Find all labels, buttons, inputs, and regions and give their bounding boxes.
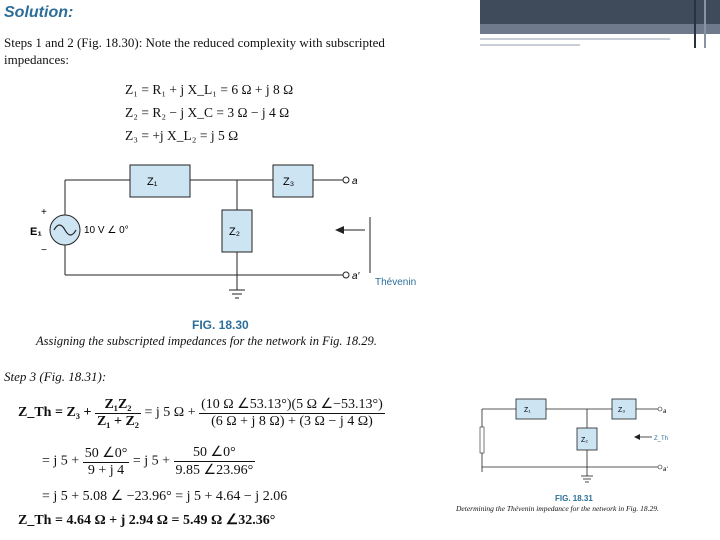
circuit1-z3-label: Z₃ [283,176,295,188]
solution-heading: Solution: [4,4,74,21]
equation-z3: Z₃ = +j X_L₂ = j 5 Ω [125,128,239,143]
impedance-z1-box [130,165,190,197]
fig31-terminal-a-icon [658,407,662,411]
circuit1-source-name: E₁ [30,226,42,238]
fig-18-31-caption: FIG. 18.31 [555,494,593,503]
fraction-z1z2: $\frac{\text{Z₁Z₂}}{\text{Z₁ + Z₂}}$ [96,396,140,429]
equation-z2: Z₂ = R₂ − j X_C = 3 Ω − j 4 Ω [125,105,290,120]
fig-18-30-caption: FIG. 18.30 [192,318,249,332]
header-line [480,38,670,40]
steps-paragraph-line1: Steps 1 and 2 (Fig. 18.30): Note the reduced complexity with subscripted [4,35,385,50]
step3-heading: Step 3 (Fig. 18.31): [4,369,107,384]
derivation-row1-lhs: Z_Th = Z₃ + [18,405,92,421]
derivation-row1 [18,396,385,430]
fig31-z1-label: Z₁ [524,407,531,414]
circuit-diagram-fig-18-31 [474,392,684,492]
derivation-row1-mid: = j 5 Ω + [144,405,196,421]
header-line [480,44,580,46]
fig-18-31-description: Determining the Thévenin impedance for the network in Fig. 18.29. [456,504,659,513]
circuit1-source-value: 10 V ∠ 0° [84,225,129,236]
header-divider [704,0,706,48]
fig31-z1-box [516,399,546,419]
fig31-arrow-icon [634,434,640,440]
terminal-a-prime-icon [343,272,349,278]
fig31-terminal-a-prime: a′ [663,467,668,473]
circuit1-z2-label: Z₂ [229,226,240,238]
fraction-50-over-polar: $\frac{50 \angle 0^\circ}{9.85 \angle 23.96^\circ}$ [175,445,254,478]
fraction-50-over-9j4: $\frac{50 \angle 0^\circ}{9 + j 4}$ [84,445,128,478]
derivation-row2 [42,444,255,479]
header-divider [694,0,696,48]
derivation-row2-lhs: = j 5 + [42,453,80,469]
steps-paragraph-line2: impedances: [4,52,69,67]
equation-z1: Z₁ = R₁ + j X_L₁ = 6 Ω + j 8 Ω [125,82,294,97]
circuit1-terminal-a: a [352,176,358,187]
fig-18-30-description: Assigning the subscripted impedances for the network in Fig. 18.29. [36,334,377,348]
circuit1-z1-label: Z₁ [147,176,158,188]
header-bar [480,0,720,24]
circuit1-thevenin-label: Thévenin [375,277,417,288]
fig31-zth-label: Z_Th [654,436,669,442]
terminal-a-icon [343,177,349,183]
circuit1-terminal-a-prime: a′ [352,271,360,282]
derivation-row2-mid: = j 5 + [132,453,171,469]
derivation-result: Z_Th = 4.64 Ω + j 2.94 Ω = 5.49 Ω ∠32.36° [18,513,276,528]
header-bar-secondary [480,24,720,34]
fig31-terminal-a: a [663,409,667,415]
fig31-terminal-a-prime-icon [658,465,662,469]
fraction-numeric: $\frac{(10 \Omega \angle 53.13^\circ)(5 \Omega \angle-53.13^\circ)}{(6 \Omega + j 8 \Omega) + (3 \Omega - j 4 \Omega)}$ [201,397,383,429]
circuit1-minus: − [41,245,47,256]
fig31-z2-label: Z₂ [581,437,588,444]
derivation-row3: = j 5 + 5.08 ∠ −23.96° = j 5 + 4.64 − j 2.06 [42,489,288,504]
circuit1-plus: + [41,207,47,218]
fig31-z3-label: Z₃ [618,407,626,414]
arrow-left-icon [335,226,344,234]
circuit-diagram-fig-18-30 [25,155,445,305]
